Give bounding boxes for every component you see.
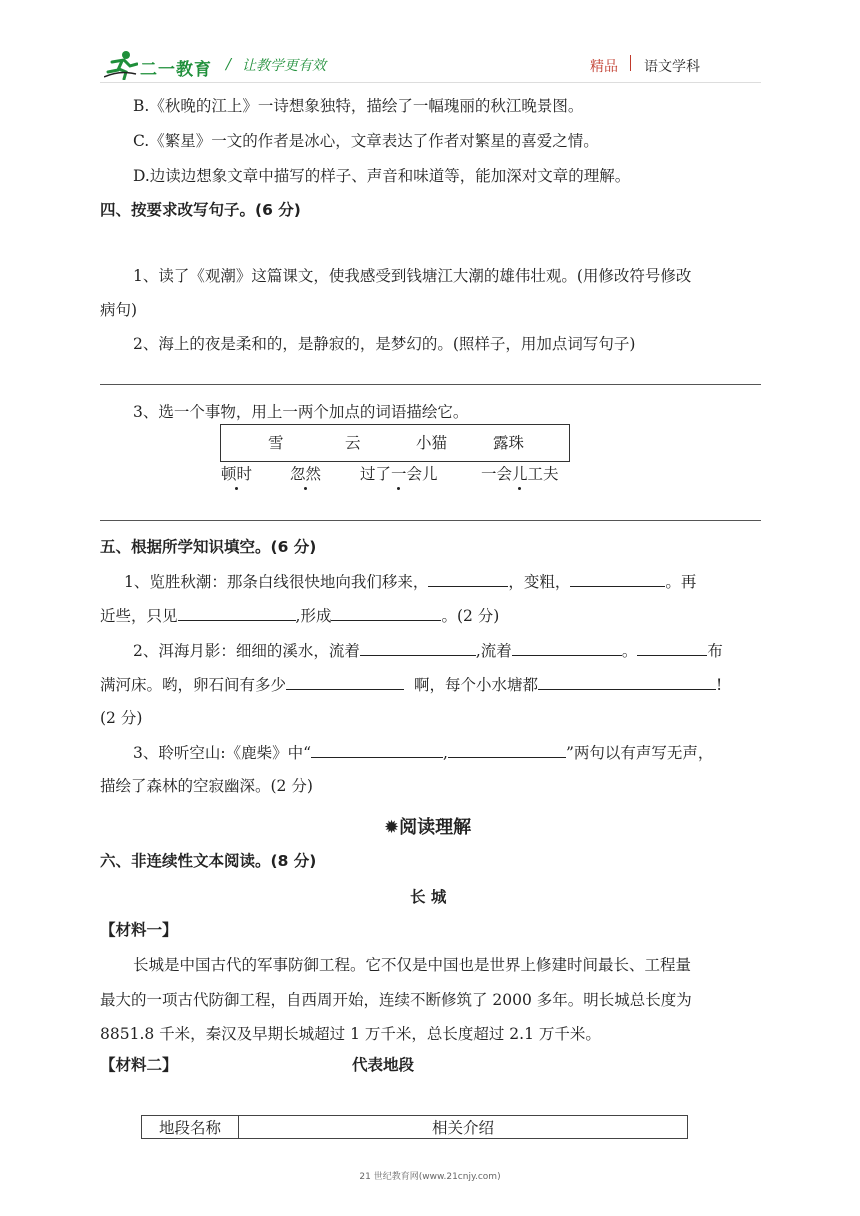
text: 。(2 分) xyxy=(441,607,500,625)
reading-heading-text: 阅读理解 xyxy=(399,817,472,838)
text: 3、聆听空山:《鹿柴》中“ xyxy=(133,744,312,762)
dotted-word-1 xyxy=(221,464,252,484)
material1-line1: 长城是中国古代的军事防御工程。它不仅是中国也是世界上修建时间最长、工程量 xyxy=(133,956,692,974)
option-d: D.边读边想象文章中描写的样子、声音和味道等，能加深对文章的理解。 xyxy=(133,167,631,185)
section6-title: 六、非连续性文本阅读。(8 分) xyxy=(100,852,317,870)
dotted-word-4 xyxy=(481,464,559,484)
section5-title: 五、根据所学知识填空。(6 分) xyxy=(100,538,317,556)
thing-kitten: 小猫 xyxy=(416,434,448,452)
text: 啊，每个小水塘都 xyxy=(414,676,539,694)
option-c: C.《繁星》一文的作者是冰心，文章表达了作者对繁星的喜爱之情。 xyxy=(133,132,599,150)
blank-field[interactable] xyxy=(286,674,404,690)
text: 满河床。哟，卵石间有多少 xyxy=(100,676,287,694)
runner-logo-icon xyxy=(104,50,138,80)
things-box xyxy=(220,424,570,462)
header-divider xyxy=(630,55,631,71)
s5-q3-line1 xyxy=(133,742,713,763)
s5-q1-line1 xyxy=(124,571,696,592)
s5-q3-line2: 描绘了森林的空寂幽深。(2 分) xyxy=(100,777,313,795)
text: 近些，只见 xyxy=(100,607,178,625)
answer-line-2 xyxy=(100,520,761,521)
text: ,流着 xyxy=(475,642,512,660)
text: 。 xyxy=(621,642,638,660)
slogan-divider: / xyxy=(226,55,232,73)
blank-field[interactable] xyxy=(637,640,707,656)
section4-title: 四、按要求改写句子。(6 分) xyxy=(100,201,301,219)
text: 1、览胜秋潮：那条白线很快地向我们移来， xyxy=(124,573,429,591)
logo xyxy=(104,48,224,82)
text: ,形成 xyxy=(295,607,332,625)
s5-q2-line2 xyxy=(100,674,722,695)
material1-label: 【材料一】 xyxy=(100,921,178,939)
reading-heading xyxy=(384,813,471,839)
text: 布 xyxy=(707,642,723,660)
header-rule xyxy=(100,82,761,83)
blank-field[interactable] xyxy=(570,571,665,587)
material2-title: 代表地段 xyxy=(352,1056,415,1074)
text: , xyxy=(443,744,448,762)
text: 。再 xyxy=(665,573,697,591)
sun-star-icon: ✹ xyxy=(384,817,400,838)
segments-table xyxy=(141,1115,688,1139)
header-badge: 精品 xyxy=(590,59,618,75)
table-row xyxy=(142,1116,688,1139)
material1-line3: 8851.8 千米，秦汉及早期长城超过 1 万千米，总长度超过 2.1 万千米。 xyxy=(100,1025,601,1043)
blank-field[interactable] xyxy=(360,640,476,656)
s5-q1-line2 xyxy=(100,605,499,626)
s4-q1-line2: 病句) xyxy=(100,301,138,319)
s4-q3: 3、选一个事物，用上一两个加点的词语描绘它。 xyxy=(133,403,469,421)
blank-field[interactable] xyxy=(428,571,508,587)
blank-field[interactable] xyxy=(448,742,566,758)
answer-line-1 xyxy=(100,384,761,385)
option-b: B.《秋晚的江上》一诗想象独特，描绘了一幅瑰丽的秋江晚景图。 xyxy=(133,97,584,115)
text: ”两句以有声写无声， xyxy=(565,744,714,762)
char: 顿时 xyxy=(221,465,253,483)
dotted-word-3 xyxy=(360,464,438,484)
char: 忽然 xyxy=(290,465,322,483)
blank-field[interactable] xyxy=(512,640,622,656)
material1-line2: 最大的一项古代防御工程，自西周开始，连续不断修筑了 2000 多年。明长城总长度为 xyxy=(100,991,692,1009)
char: 一会儿工夫 xyxy=(481,465,559,483)
s5-q2-line1 xyxy=(133,640,723,661)
text: ! xyxy=(716,676,723,694)
s4-q1-line1: 1、读了《观潮》这篇课文，使我感受到钱塘江大潮的雄伟壮观。(用修改符号修改 xyxy=(133,267,692,285)
thing-dew: 露珠 xyxy=(493,434,525,452)
thing-snow: 雪 xyxy=(268,434,284,452)
dotted-word-2 xyxy=(290,464,321,484)
material2-label: 【材料二】 xyxy=(100,1056,178,1074)
section6-subtitle: 长 城 xyxy=(410,888,447,906)
table-header-cell: 相关介绍 xyxy=(239,1116,688,1139)
header-subject: 语文学科 xyxy=(644,59,700,75)
blank-field[interactable] xyxy=(311,742,443,758)
blank-field[interactable] xyxy=(178,605,296,621)
char: 过了一会儿 xyxy=(360,465,438,483)
header-slogan: 让教学更有效 xyxy=(242,58,326,74)
thing-cloud: 云 xyxy=(345,434,361,452)
s4-q2: 2、海上的夜是柔和的，是静寂的，是梦幻的。(照样子，用加点词写句子) xyxy=(133,335,636,353)
blank-field[interactable] xyxy=(331,605,441,621)
s5-q2-line3: (2 分) xyxy=(100,709,143,727)
logo-text: 二一教育 xyxy=(140,60,212,80)
text: 2、洱海月影：细细的溪水，流着 xyxy=(133,642,360,660)
page-footer: 21 世纪教育网(www.21cnjy.com) xyxy=(359,1172,501,1182)
table-header-cell: 地段名称 xyxy=(142,1116,239,1139)
blank-field[interactable] xyxy=(538,674,716,690)
text: ，变粗， xyxy=(508,573,571,591)
